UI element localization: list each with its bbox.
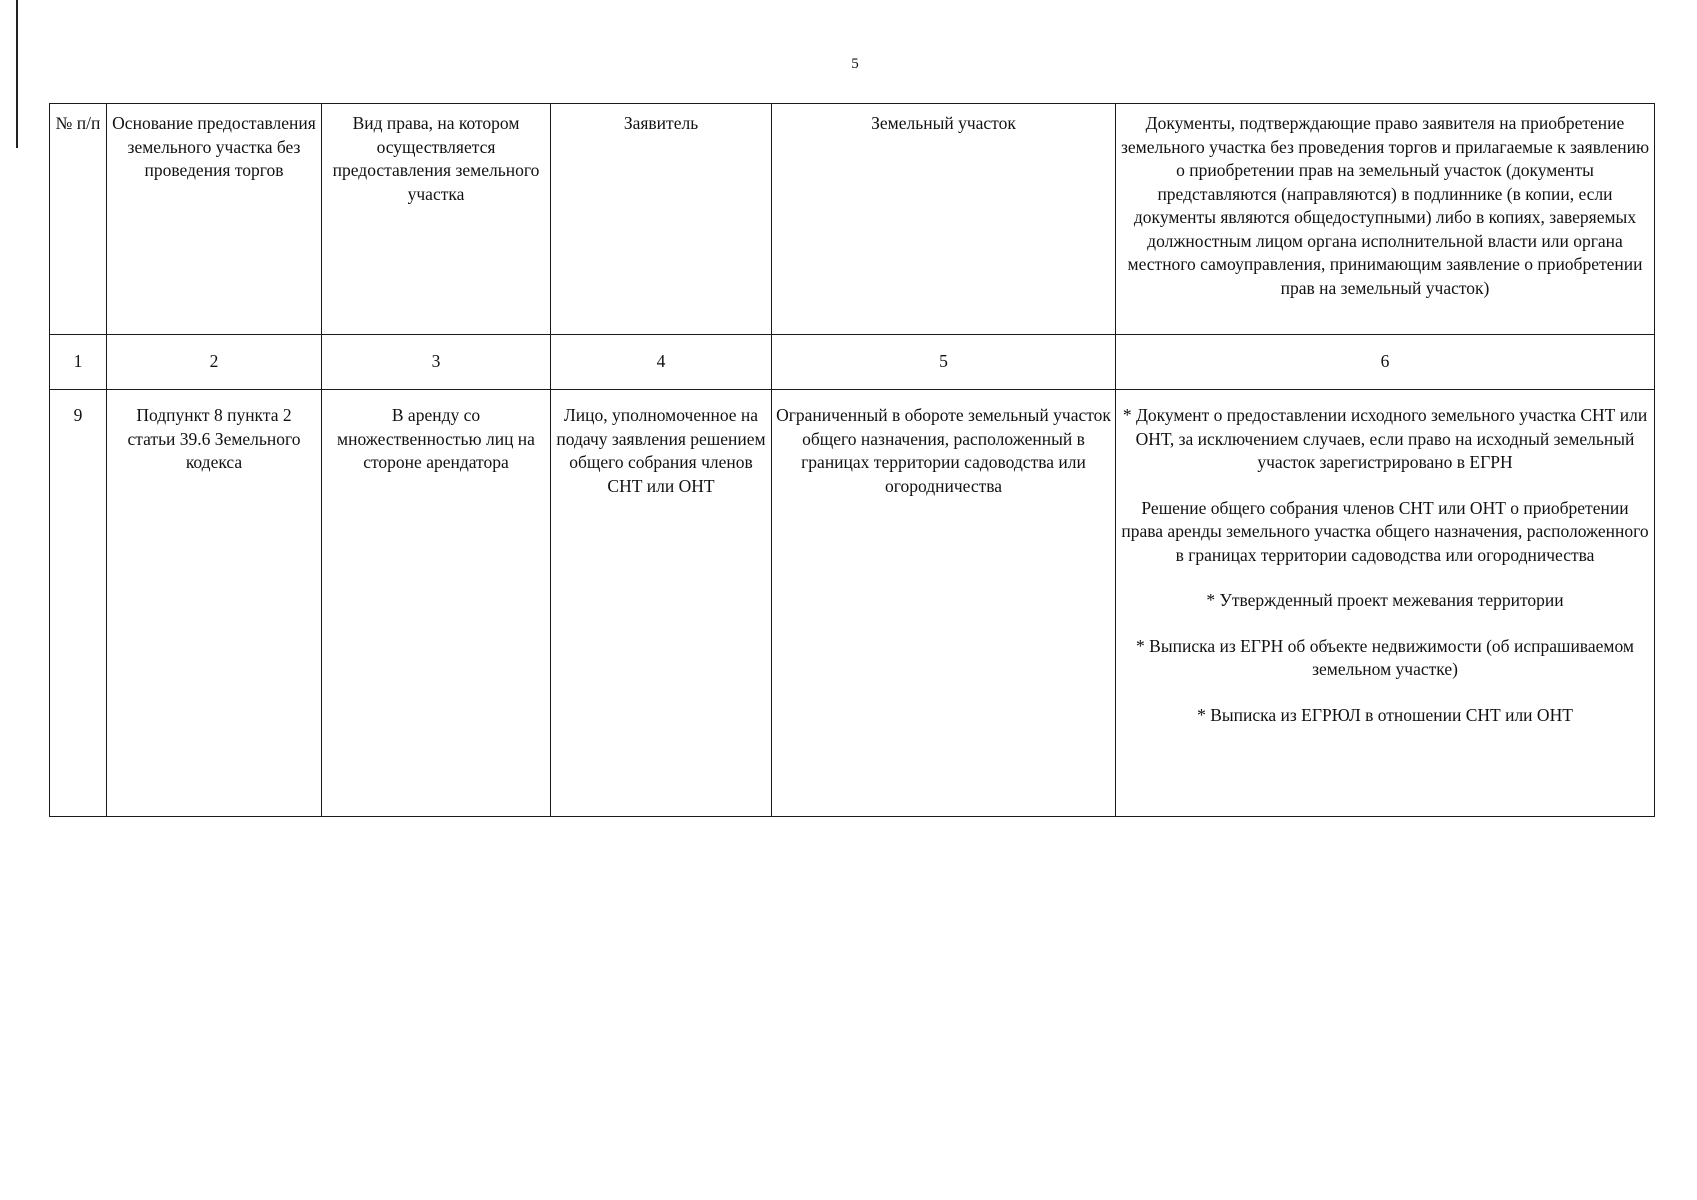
page-number: 5 [851,56,859,72]
land-plot-cell: Ограниченный в обороте земельный участок общего назначения, расположенный в границах территории садоводства или огородничества [772,390,1116,817]
header-cell-number: № п/п [50,104,107,335]
table-header-row [50,104,1655,335]
applicant-cell: Лицо, уполномоченное на подачу заявления решением общего собрания членов СНТ или ОНТ [551,390,772,817]
column-number-cell: 4 [551,335,772,390]
document-item: * Выписка из ЕГРН об объекте недвижимости (об испрашиваемом земельном участке) [1136,635,1634,679]
document-item: * Документ о предоставлении исходного земельного участка СНТ или ОНТ, за исключением случаев, если право на исходный земельный участок зарегистрировано в ЕГРН [1122,405,1648,472]
header-cell-land-plot: Земельный участок [772,104,1116,335]
header-cell-basis: Основание предоставления земельного участка без проведения торгов [107,104,322,335]
column-number-cell: 2 [107,335,322,390]
left-margin-line [16,0,18,148]
column-number-cell: 1 [50,335,107,390]
right-type-cell: В аренду со множественностью лиц на стороне арендатора [322,390,551,817]
document-item: Решение общего собрания членов СНТ или ОНТ о приобретении права аренды земельного участка общего назначения, расположенного в границах территории садоводства или огородничества [1121,497,1649,565]
document-item: * Выписка из ЕГРЮЛ в отношении СНТ или ОНТ [1197,704,1573,725]
table-row [50,390,1655,817]
row-number-cell: 9 [50,390,107,817]
basis-cell: Подпункт 8 пункта 2 статьи 39.6 Земельного кодекса [107,390,322,817]
header-cell-right-type: Вид права, на котором осуществляется предоставления земельного участка [322,104,551,335]
column-number-cell: 5 [772,335,1116,390]
header-cell-applicant: Заявитель [551,104,772,335]
column-number-cell: 3 [322,335,551,390]
documents-cell [1116,390,1655,817]
column-number-cell: 6 [1116,335,1655,390]
column-number-row [50,335,1655,390]
documents-table [49,103,1655,817]
document-item: * Утвержденный проект межевания территории [1206,590,1564,610]
header-cell-documents: Документы, подтверждающие право заявителя на приобретение земельного участка без проведения торгов и прилагаемые к заявлению о приобретении прав на земельный участок (документы представляются (направляются) в подлиннике (в копии, если документы являются общедоступными) либо в копиях, заверяемых должностным лицом органа исполнительной власти или органа местного самоуправления, принимающим заявление о приобретении прав на земельный участок) [1116,104,1655,335]
